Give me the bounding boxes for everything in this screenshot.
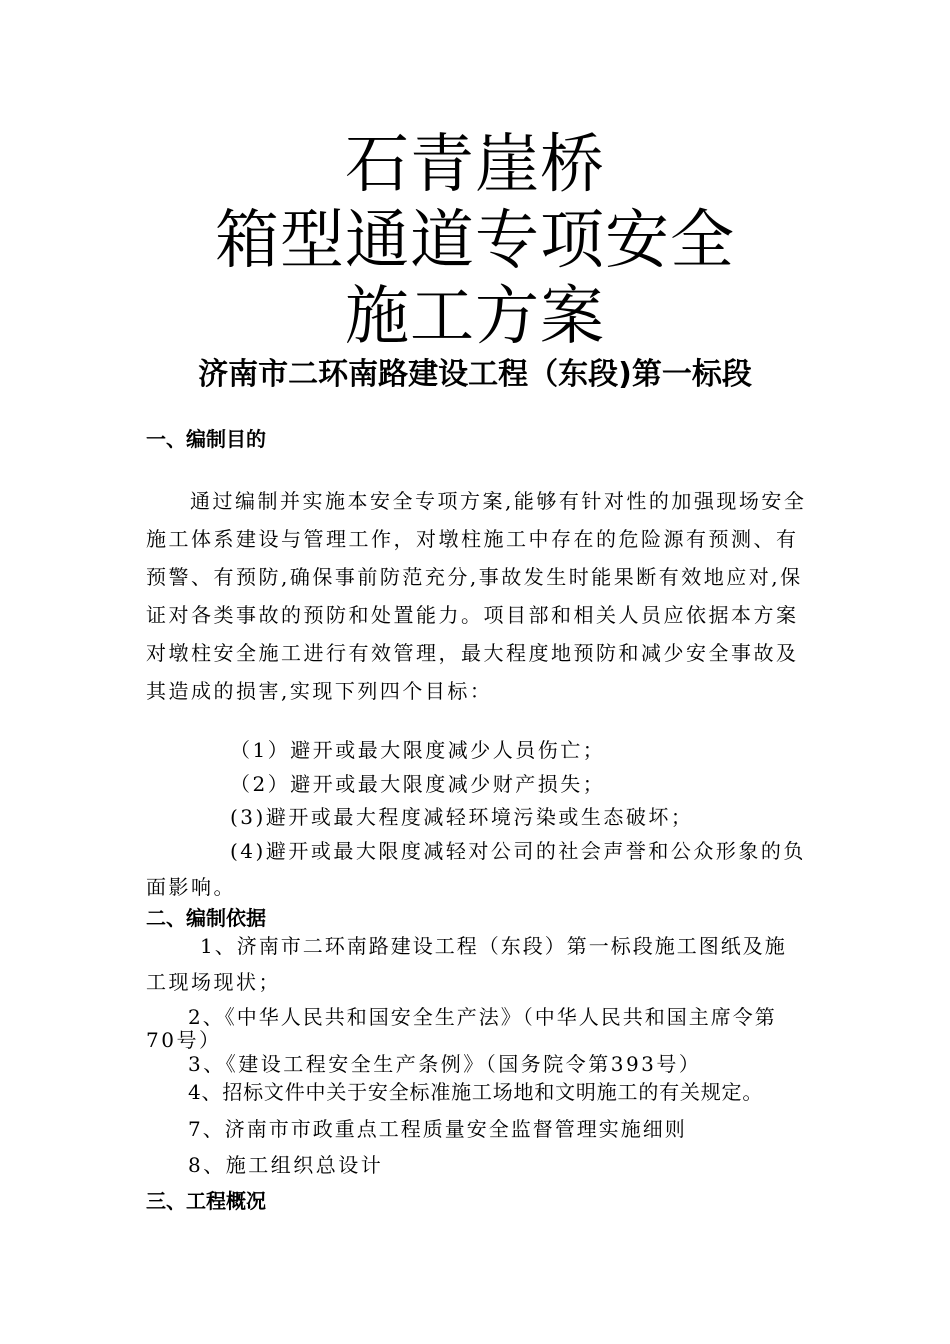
paragraph-line: 通过编制并实施本安全专项方案,能够有针对性的加强现场安全 [190, 489, 807, 513]
paragraph-line: 预警、有预防,确保事前防范充分,事故发生时能果断有效地应对,保 [146, 565, 803, 589]
section-heading-overview: 三、工程概况 [146, 1189, 266, 1213]
goal-item: （2）避开或最大限度减少财产损失； [230, 772, 606, 796]
basis-item-continuation: 工现场现状； [146, 970, 281, 994]
title-line-3: 施工方案 [345, 280, 605, 354]
paragraph-line: 施工体系建设与管理工作，对墩柱施工中存在的危险源有预测、有 [146, 527, 799, 551]
basis-item: 2、《中华人民共和国安全生产法》（中华人民共和国主席令第 [188, 1005, 777, 1029]
basis-item: 4、招标文件中关于安全标准施工场地和文明施工的有关规定。 [188, 1080, 764, 1104]
goal-item: (3)避开或最大程度减轻环境污染或生态破坏； [230, 805, 694, 829]
project-subtitle: 济南市二环南路建设工程（东段)第一标段 [198, 357, 752, 392]
title-line-2: 箱型通道专项安全 [215, 204, 735, 278]
paragraph-line: 对墩柱安全施工进行有效管理，最大程度地预防和减少安全事故及 [146, 641, 799, 665]
basis-item: 7、济南市市政重点工程质量安全监督管理实施细则 [188, 1117, 687, 1141]
goal-item-continuation: 面影响。 [146, 875, 236, 899]
section-heading-basis: 二、编制依据 [146, 906, 266, 930]
paragraph-line: 证对各类事故的预防和处置能力。项目部和相关人员应依据本方案 [146, 603, 799, 627]
goal-item: （1）避开或最大限度减少人员伤亡； [230, 738, 606, 762]
section-heading-purpose: 一、编制目的 [146, 427, 266, 451]
basis-item: 1、济南市二环南路建设工程（东段）第一标段施工图纸及施 [200, 934, 787, 958]
title-line-1: 石青崖桥 [345, 128, 605, 202]
basis-item: 3、《建设工程安全生产条例》（国务院令第393号） [188, 1052, 702, 1076]
goal-item: (4)避开或最大限度减轻对公司的社会声誉和公众形象的负 [230, 839, 806, 863]
basis-item-continuation: 70号） [146, 1028, 222, 1052]
paragraph-line: 其造成的损害,实现下列四个目标： [146, 679, 493, 703]
basis-item: 8、施工组织总设计 [188, 1153, 384, 1177]
